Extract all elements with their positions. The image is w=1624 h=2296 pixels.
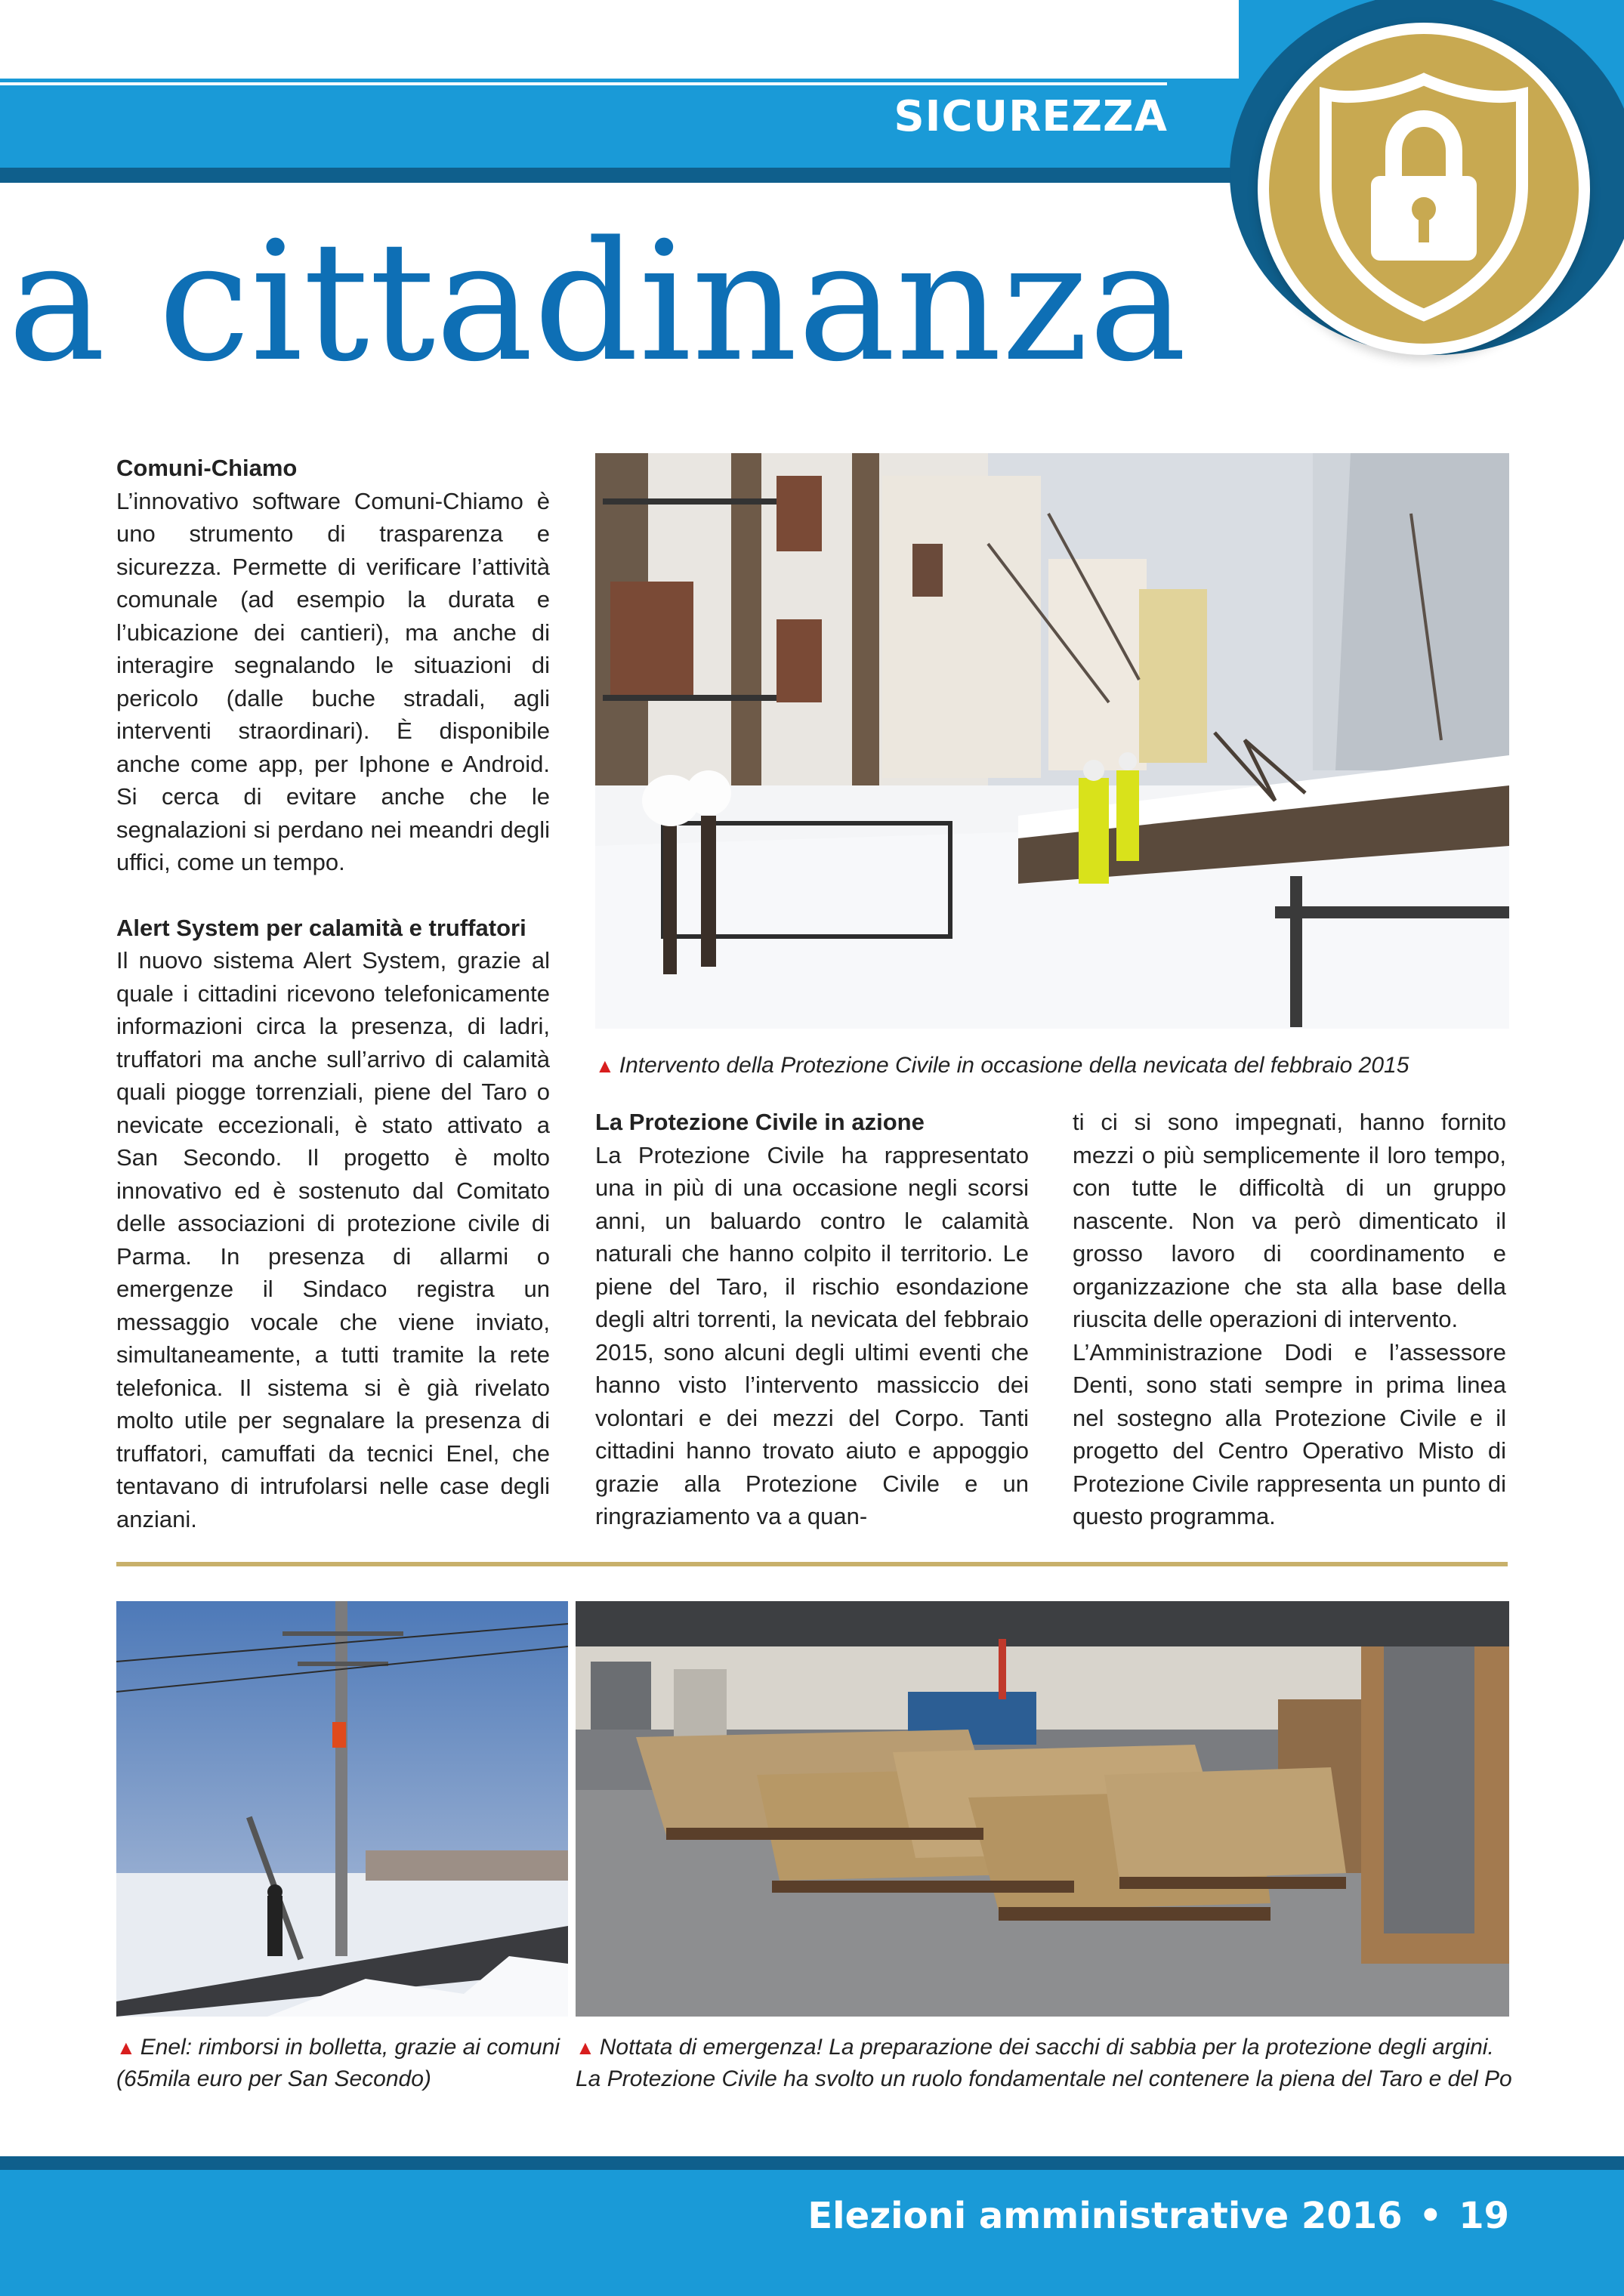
- section-label: SICUREZZA: [894, 92, 1168, 141]
- enel-pole-photo: [116, 1601, 568, 2017]
- header-rule: [0, 82, 1167, 85]
- gold-divider: [116, 1562, 1508, 1566]
- padlock-shield-icon: [1269, 34, 1579, 344]
- separator-dot: •: [1419, 2195, 1443, 2237]
- protezione-body-1: La Protezione Civile ha rappresentato una in più di una occasione negli scorsi anni, un baluardo contro le calamità naturali che hanno colpito il territorio. Le piene del Taro, il rischio esondazione degli altri torrenti, la nevicata del febbraio 2015, sono alcuni degli ultimi eventi che hanno visto l’intervento massiccio dei volontari e dei mezzi del Corpo. Tanti cittadini hanno trovato aiuto e appoggio grazie alla Protezione Civile e un ringraziamento va a quan-: [595, 1141, 1029, 1529]
- photo3-caption-line1: Nottata di emergenza! La preparazione dei sacchi di sabbia per la protezione degli argini.: [599, 2035, 1494, 2060]
- photo2-caption: [116, 2032, 570, 2095]
- page-title: a cittadinanza: [8, 207, 1187, 398]
- caption-marker-icon: ▲: [595, 1054, 615, 1077]
- protezione-column-2: [1073, 1106, 1506, 1533]
- publication-name: Elezioni amministrative 2016: [807, 2195, 1403, 2237]
- alert-system-heading: Alert System per calamità e truffatori: [116, 914, 526, 941]
- comuni-chiamo-body: L’innovativo software Comuni-Chiamo è uno strumento di trasparenza e sicurezza. Permette di verificare l’attività comunale (ad esempio la durata e l’ubicazione dei cantieri), ma anche di interagire segnalando le situazioni di pericolo (dalle buche stradali, agli interventi straordinari). È disponibile anche come app, per Iphone e Android. Si cerca di evitare anche che le segnalazioni si perdano nei meandri degli uffici, come un tempo.: [116, 487, 550, 875]
- photo3-caption: [576, 2032, 1512, 2095]
- protezione-body-2a: ti ci si sono impegnati, hanno fornito mezzi o più semplicemente il loro tempo, con tutte le difficoltà di un gruppo nascente. Non va però dimenticato il grosso lavoro di coordinamento e organizzazione che sta alla base della riuscita delle operazioni di intervento.: [1073, 1109, 1506, 1332]
- photo1-caption-text: Intervento della Protezione Civile in occasione della nevicata del febbraio 2015: [619, 1053, 1409, 1078]
- snow-intervention-photo: [595, 453, 1509, 1029]
- comuni-chiamo-heading: Comuni-Chiamo: [116, 455, 298, 481]
- alert-system-body: Il nuovo sistema Alert System, grazie al quale i cittadini ricevono telefonicamente informazioni circa la presenza, di ladri, truffatori ma anche sull’arrivo di calamità quali piogge torrenziali, piene del Taro o nevicate eccezionali, è stato attivato a San Secondo. Il progetto è molto innovativo ed è sostenuto dal Comitato delle associazioni di protezione civile di Parma. In presenza di allarmi o emergenze il Sindaco registra un messaggio vocale che viene inviato, simultaneamente, a tutti tramite la rete telefonica. Il sistema si è già rivelato molto utile per segnalare la presenza di truffatori, camuffati da tecnici Enel, che tentavano di intrufolarsi nelle case degli anziani.: [116, 947, 550, 1532]
- footer-text: [807, 2195, 1509, 2237]
- caption-marker-icon: ▲: [116, 2036, 136, 2059]
- page-number: 19: [1459, 2195, 1509, 2237]
- protezione-heading: La Protezione Civile in azione: [595, 1109, 925, 1135]
- photo3-caption-line1-row: [576, 2032, 1512, 2063]
- footer-stripe: [0, 2156, 1624, 2170]
- sandbags-warehouse-photo: [576, 1601, 1509, 2017]
- caption-marker-icon: ▲: [576, 2036, 595, 2059]
- photo3-caption-line2: La Protezione Civile ha svolto un ruolo fondamentale nel contenere la piena del Taro e del Po: [576, 2066, 1512, 2091]
- protezione-column-1: [595, 1106, 1029, 1533]
- photo1-caption: [595, 1050, 1509, 1082]
- header-top-white: [0, 0, 1239, 79]
- photo2-caption-text: Enel: rimborsi in bolletta, grazie ai comuni (65mila euro per San Secondo): [116, 2035, 560, 2091]
- left-column: [116, 452, 550, 1535]
- protezione-body-2b: L’Amministrazione Dodi e l’assessore Denti, sono stati sempre in prima linea nel sostegno alla Protezione Civile e il progetto del Centro Operativo Misto di Protezione Civile rappresenta un punto di questo programma.: [1073, 1338, 1506, 1529]
